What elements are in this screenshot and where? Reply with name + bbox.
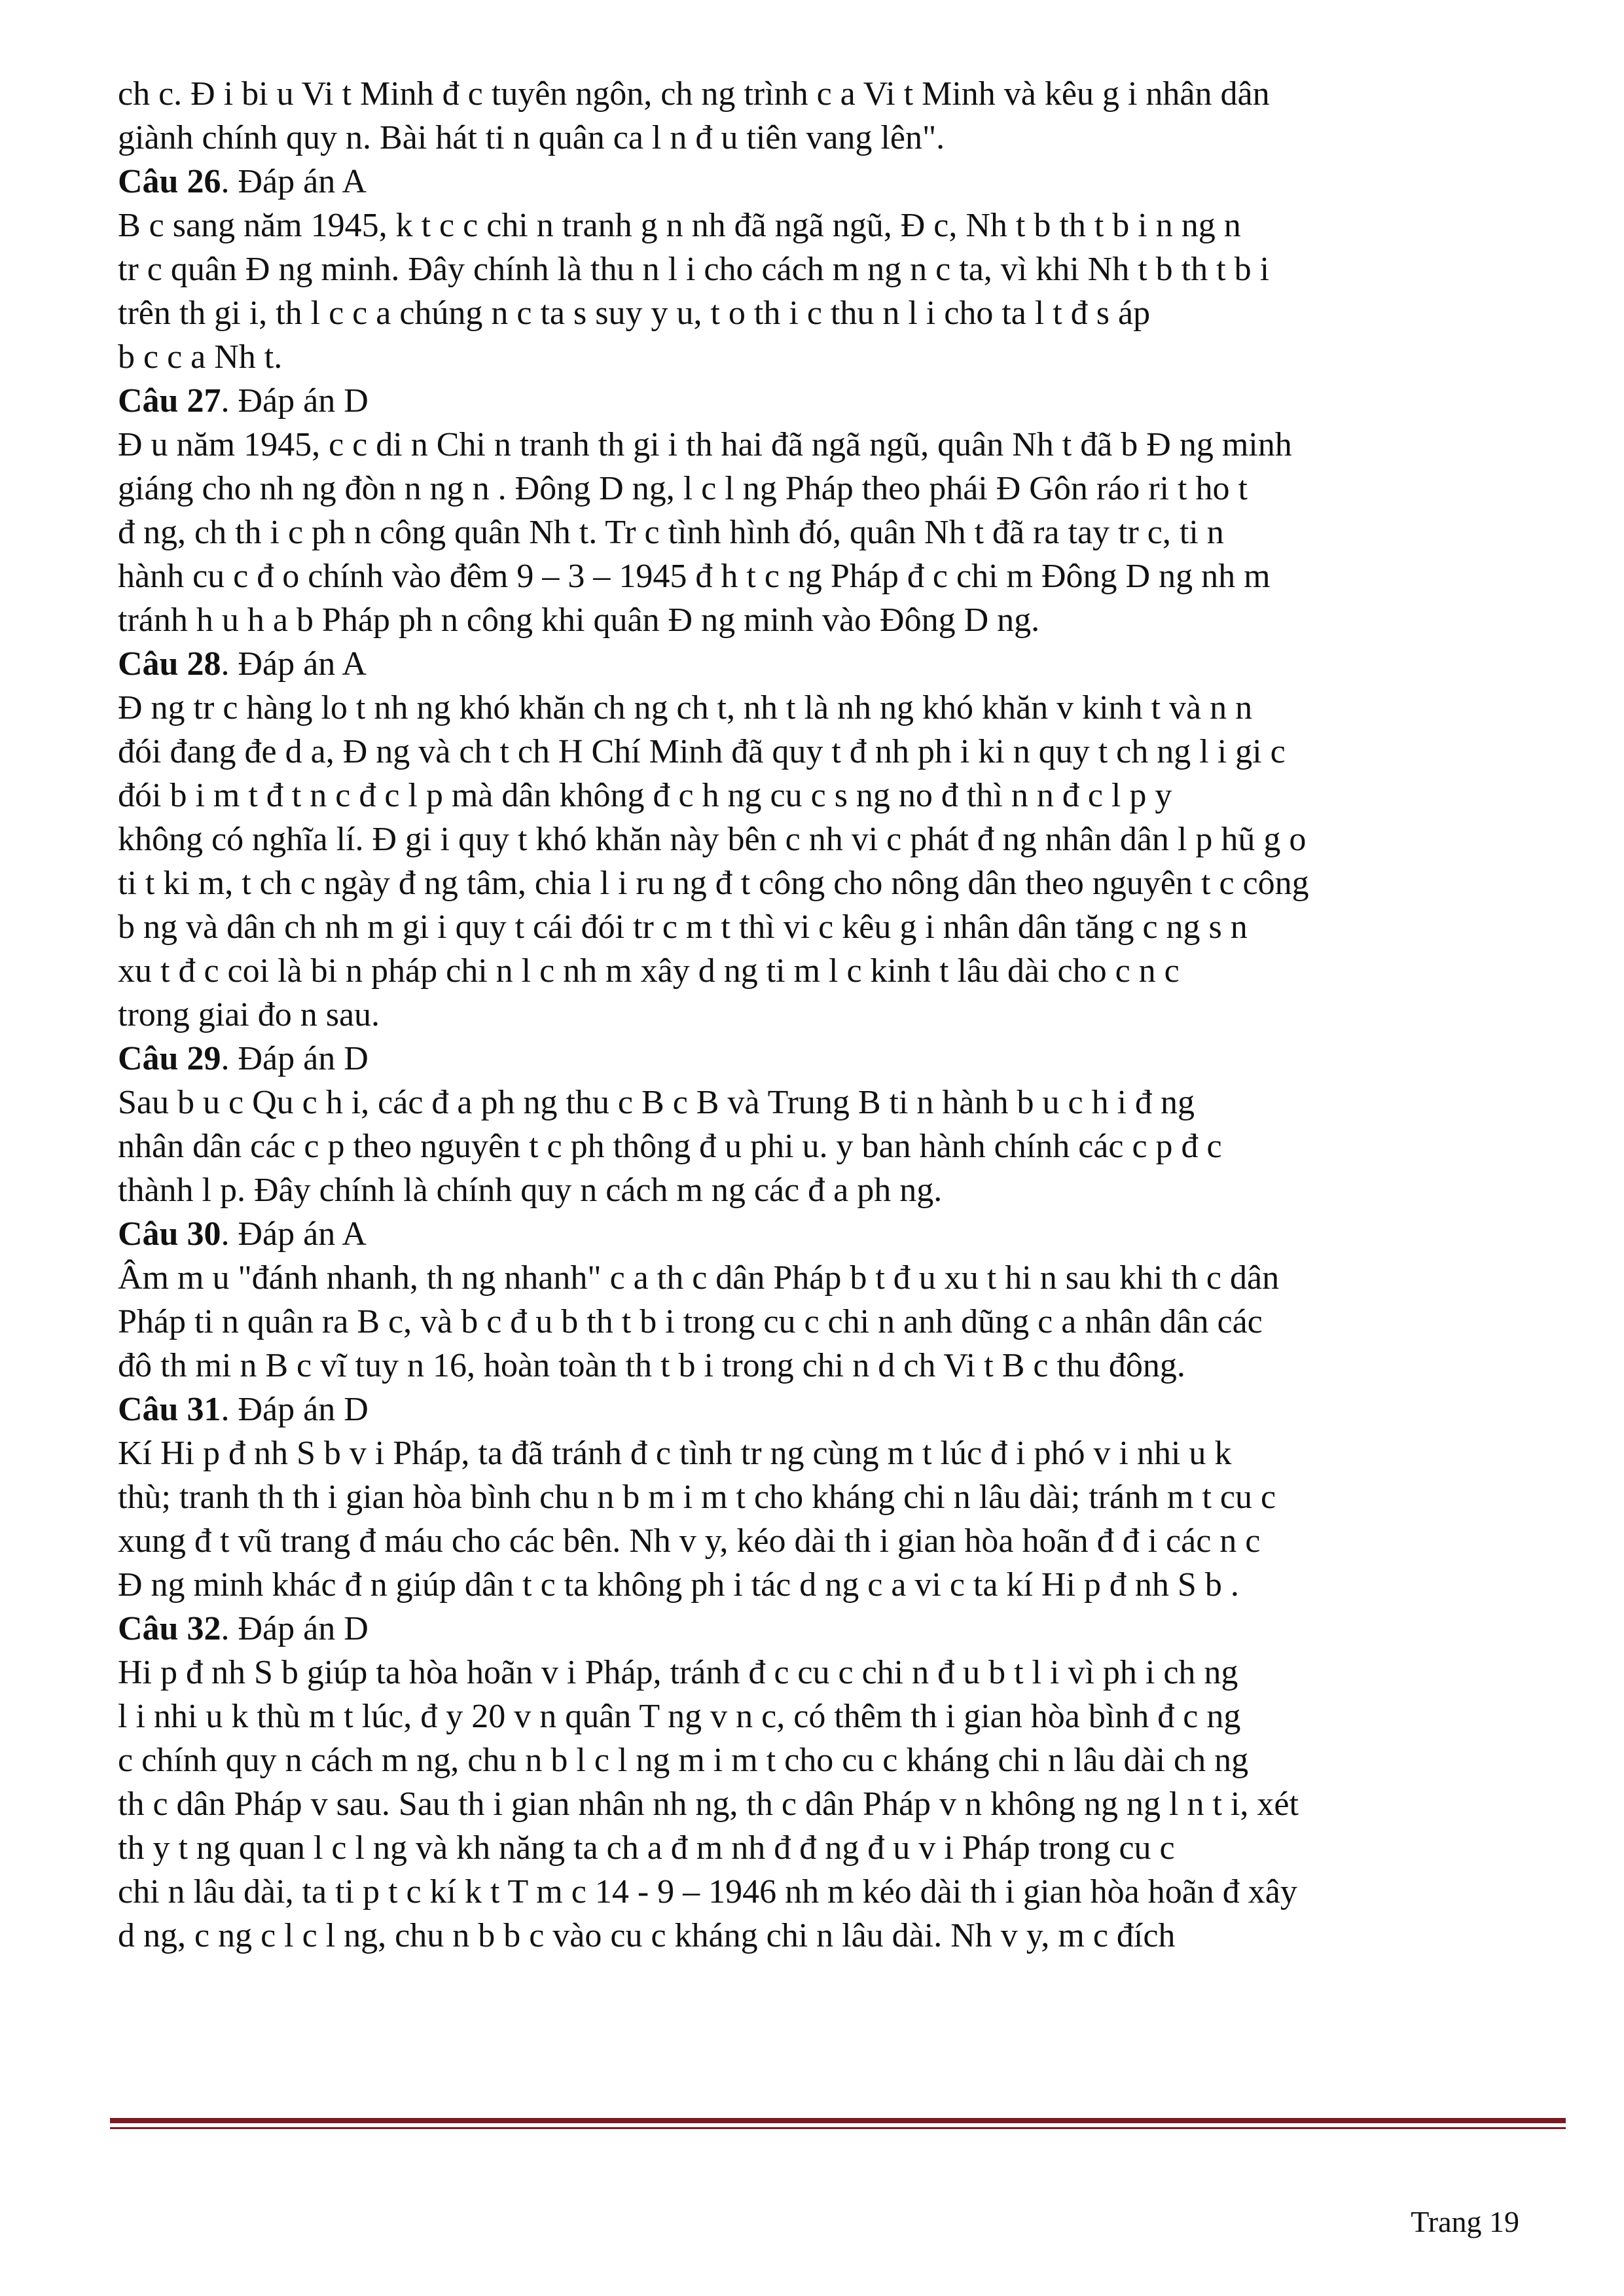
answer-line: tr c quân Đ ng minh. Đây chính là thu n l i cho cách m ng n c ta, vì khi Nh t b th t b i bbox=[118, 251, 1270, 288]
footer-divider-thin bbox=[110, 2127, 1566, 2129]
answer-line: chi n lâu dài, ta ti p t c kí k t T m c 14 - 9 – 1946 nh m kéo dài th i gian hòa hoãn đ xây bbox=[118, 1873, 1297, 1910]
answer-text: . Đáp án D bbox=[221, 382, 369, 420]
answer-line: thành l p. Đây chính là chính quy n cách m ng các đ a ph ng. bbox=[118, 1172, 943, 1209]
answer-line: hành cu c đ o chính vào đêm 9 – 3 – 1945 đ h t c ng Pháp đ c chi m Đông D ng nh m bbox=[118, 558, 1271, 595]
question-label: Câu 29 bbox=[118, 1040, 221, 1077]
question-26 bbox=[118, 160, 1566, 379]
answer-line: Kí Hi p đ nh S b v i Pháp, ta đã tránh đ c tình tr ng cùng m t lúc đ i phó v i nhi u k bbox=[118, 1435, 1232, 1472]
answer-text: . Đáp án A bbox=[221, 1215, 367, 1253]
answer-line: không có nghĩa lí. Đ gi i quy t khó khăn này bên c nh vi c phát đ ng nhân dân l p hũ g o bbox=[118, 821, 1307, 858]
answer-line: tránh h u h a b Pháp ph n công khi quân Đ ng minh vào Đông D ng. bbox=[118, 601, 1040, 639]
answer-line: Pháp ti n quân ra B c, và b c đ u b th t b i trong cu c chi n anh dũng c a nhân dân các bbox=[118, 1303, 1263, 1340]
question-heading bbox=[118, 1212, 1566, 1256]
question-30 bbox=[118, 1212, 1566, 1388]
question-heading bbox=[118, 379, 1566, 423]
answer-line: ti t ki m, t ch c ngày đ ng tâm, chia l i ru ng đ t công cho nông dân theo nguyên t c công bbox=[118, 865, 1309, 902]
answer-line: th y t ng quan l c l ng và kh năng ta ch a đ m nh đ đ ng đ u v i Pháp trong cu c bbox=[118, 1829, 1175, 1867]
answer-line: b c c a Nh t. bbox=[118, 338, 283, 376]
question-label: Câu 30 bbox=[118, 1215, 221, 1253]
page-number: Trang 19 bbox=[1411, 2205, 1519, 2238]
answer-line: thù; tranh th th i gian hòa bình chu n b m i m t cho kháng chi n lâu dài; tránh m t cu c bbox=[118, 1479, 1276, 1516]
answer-text: . Đáp án A bbox=[221, 645, 367, 683]
answer-line: đói đang đe d a, Đ ng và ch t ch H Chí Minh đã quy t đ nh ph i ki n quy t ch ng l i gi c bbox=[118, 733, 1286, 770]
document-body bbox=[118, 72, 1566, 1958]
answer-line: Hi p đ nh S b giúp ta hòa hoãn v i Pháp, tránh đ c cu c chi n đ u b t l i vì ph i ch ng bbox=[118, 1654, 1238, 1691]
answer-line: xung đ t vũ trang đ máu cho các bên. Nh v y, kéo dài th i gian hòa hoãn đ đ i các n c bbox=[118, 1522, 1261, 1560]
answer-line: th c dân Pháp v sau. Sau th i gian nhân nh ng, th c dân Pháp v n không ng ng l n t i, xét bbox=[118, 1785, 1299, 1823]
question-29 bbox=[118, 1037, 1566, 1212]
answer-line: trong giai đo n sau. bbox=[118, 996, 380, 1033]
answer-text: . Đáp án A bbox=[221, 163, 367, 200]
question-heading bbox=[118, 1037, 1566, 1081]
answer-line: Đ u năm 1945, c c di n Chi n tranh th gi i th hai đã ngã ngũ, quân Nh t đã b Đ ng minh bbox=[118, 426, 1292, 463]
answer-line: Âm m u "đánh nhanh, th ng nhanh" c a th c dân Pháp b t đ u xu t hi n sau khi th c dân bbox=[118, 1259, 1280, 1297]
answer-text: . Đáp án D bbox=[221, 1610, 369, 1647]
answer-line: B c sang năm 1945, k t c c chi n tranh g n nh đã ngã ngũ, Đ c, Nh t b th t b i n ng n bbox=[118, 207, 1241, 244]
question-28 bbox=[118, 642, 1566, 1037]
question-label: Câu 32 bbox=[118, 1610, 221, 1647]
question-heading bbox=[118, 642, 1566, 686]
answer-text: . Đáp án D bbox=[221, 1040, 369, 1077]
answer-line: đói b i m t đ t n c đ c l p mà dân không đ c h ng cu c s ng no đ thì n n đ c l p y bbox=[118, 777, 1172, 814]
intro-paragraph bbox=[118, 72, 1566, 160]
question-label: Câu 27 bbox=[118, 382, 221, 420]
question-label: Câu 31 bbox=[118, 1391, 221, 1428]
answer-line: xu t đ c coi là bi n pháp chi n l c nh m xây d ng ti m l c kinh t lâu dài cho c n c bbox=[118, 952, 1180, 990]
question-27 bbox=[118, 379, 1566, 642]
question-31 bbox=[118, 1388, 1566, 1607]
question-heading bbox=[118, 160, 1566, 204]
answer-line: b ng và dân ch nh m gi i quy t cái đói tr c m t thì vi c kêu g i nhân dân tăng c ng s n bbox=[118, 908, 1248, 946]
answer-line: Đ ng tr c hàng lo t nh ng khó khăn ch ng ch t, nh t là nh ng khó khăn v kinh t và n n bbox=[118, 689, 1253, 726]
intro-line-1: ch c. Đ i bi u Vi t Minh đ c tuyên ngôn, ch ng trình c a Vi t Minh và kêu g i nhân dân bbox=[118, 75, 1270, 113]
answer-line: giáng cho nh ng đòn n ng n . Đông D ng, l c l ng Pháp theo phái Đ Gôn ráo ri t ho t bbox=[118, 470, 1248, 507]
intro-line-2: giành chính quy n. Bài hát ti n quân ca l n đ u tiên vang lên". bbox=[118, 119, 945, 156]
answer-line: c chính quy n cách m ng, chu n b l c l ng m i m t cho cu c kháng chi n lâu dài ch ng bbox=[118, 1742, 1249, 1779]
answer-line: d ng, c ng c l c l ng, chu n b b c vào cu c kháng chi n lâu dài. Nh v y, m c đích bbox=[118, 1917, 1176, 1954]
answer-line: đô th mi n B c vĩ tuy n 16, hoàn toàn th t b i trong chi n d ch Vi t B c thu đông. bbox=[118, 1347, 1185, 1384]
answer-text: . Đáp án D bbox=[221, 1391, 369, 1428]
answer-line: trên th gi i, th l c c a chúng n c ta s suy y u, t o th i c thu n l i cho ta l t đ s áp bbox=[118, 295, 1151, 332]
question-heading bbox=[118, 1607, 1566, 1651]
answer-line: đ ng, ch th i c ph n công quân Nh t. Tr c tình hình đó, quân Nh t đã ra tay tr c, ti n bbox=[118, 514, 1224, 551]
question-label: Câu 28 bbox=[118, 645, 221, 683]
question-32 bbox=[118, 1607, 1566, 1958]
answer-line: Đ ng minh khác đ n giúp dân t c ta không ph i tác d ng c a vi c ta kí Hi p đ nh S b . bbox=[118, 1566, 1239, 1604]
question-label: Câu 26 bbox=[118, 163, 221, 200]
question-heading bbox=[118, 1388, 1566, 1431]
answer-line: Sau b u c Qu c h i, các đ a ph ng thu c B c B và Trung B ti n hành b u c h i đ ng bbox=[118, 1084, 1195, 1121]
answer-line: l i nhi u k thù m t lúc, đ y 20 v n quân T ng v n c, có thêm th i gian hòa bình đ c ng bbox=[118, 1698, 1241, 1735]
answer-line: nhân dân các c p theo nguyên t c ph thông đ u phi u. y ban hành chính các c p đ c bbox=[118, 1128, 1222, 1165]
footer-divider-thick bbox=[110, 2118, 1566, 2123]
